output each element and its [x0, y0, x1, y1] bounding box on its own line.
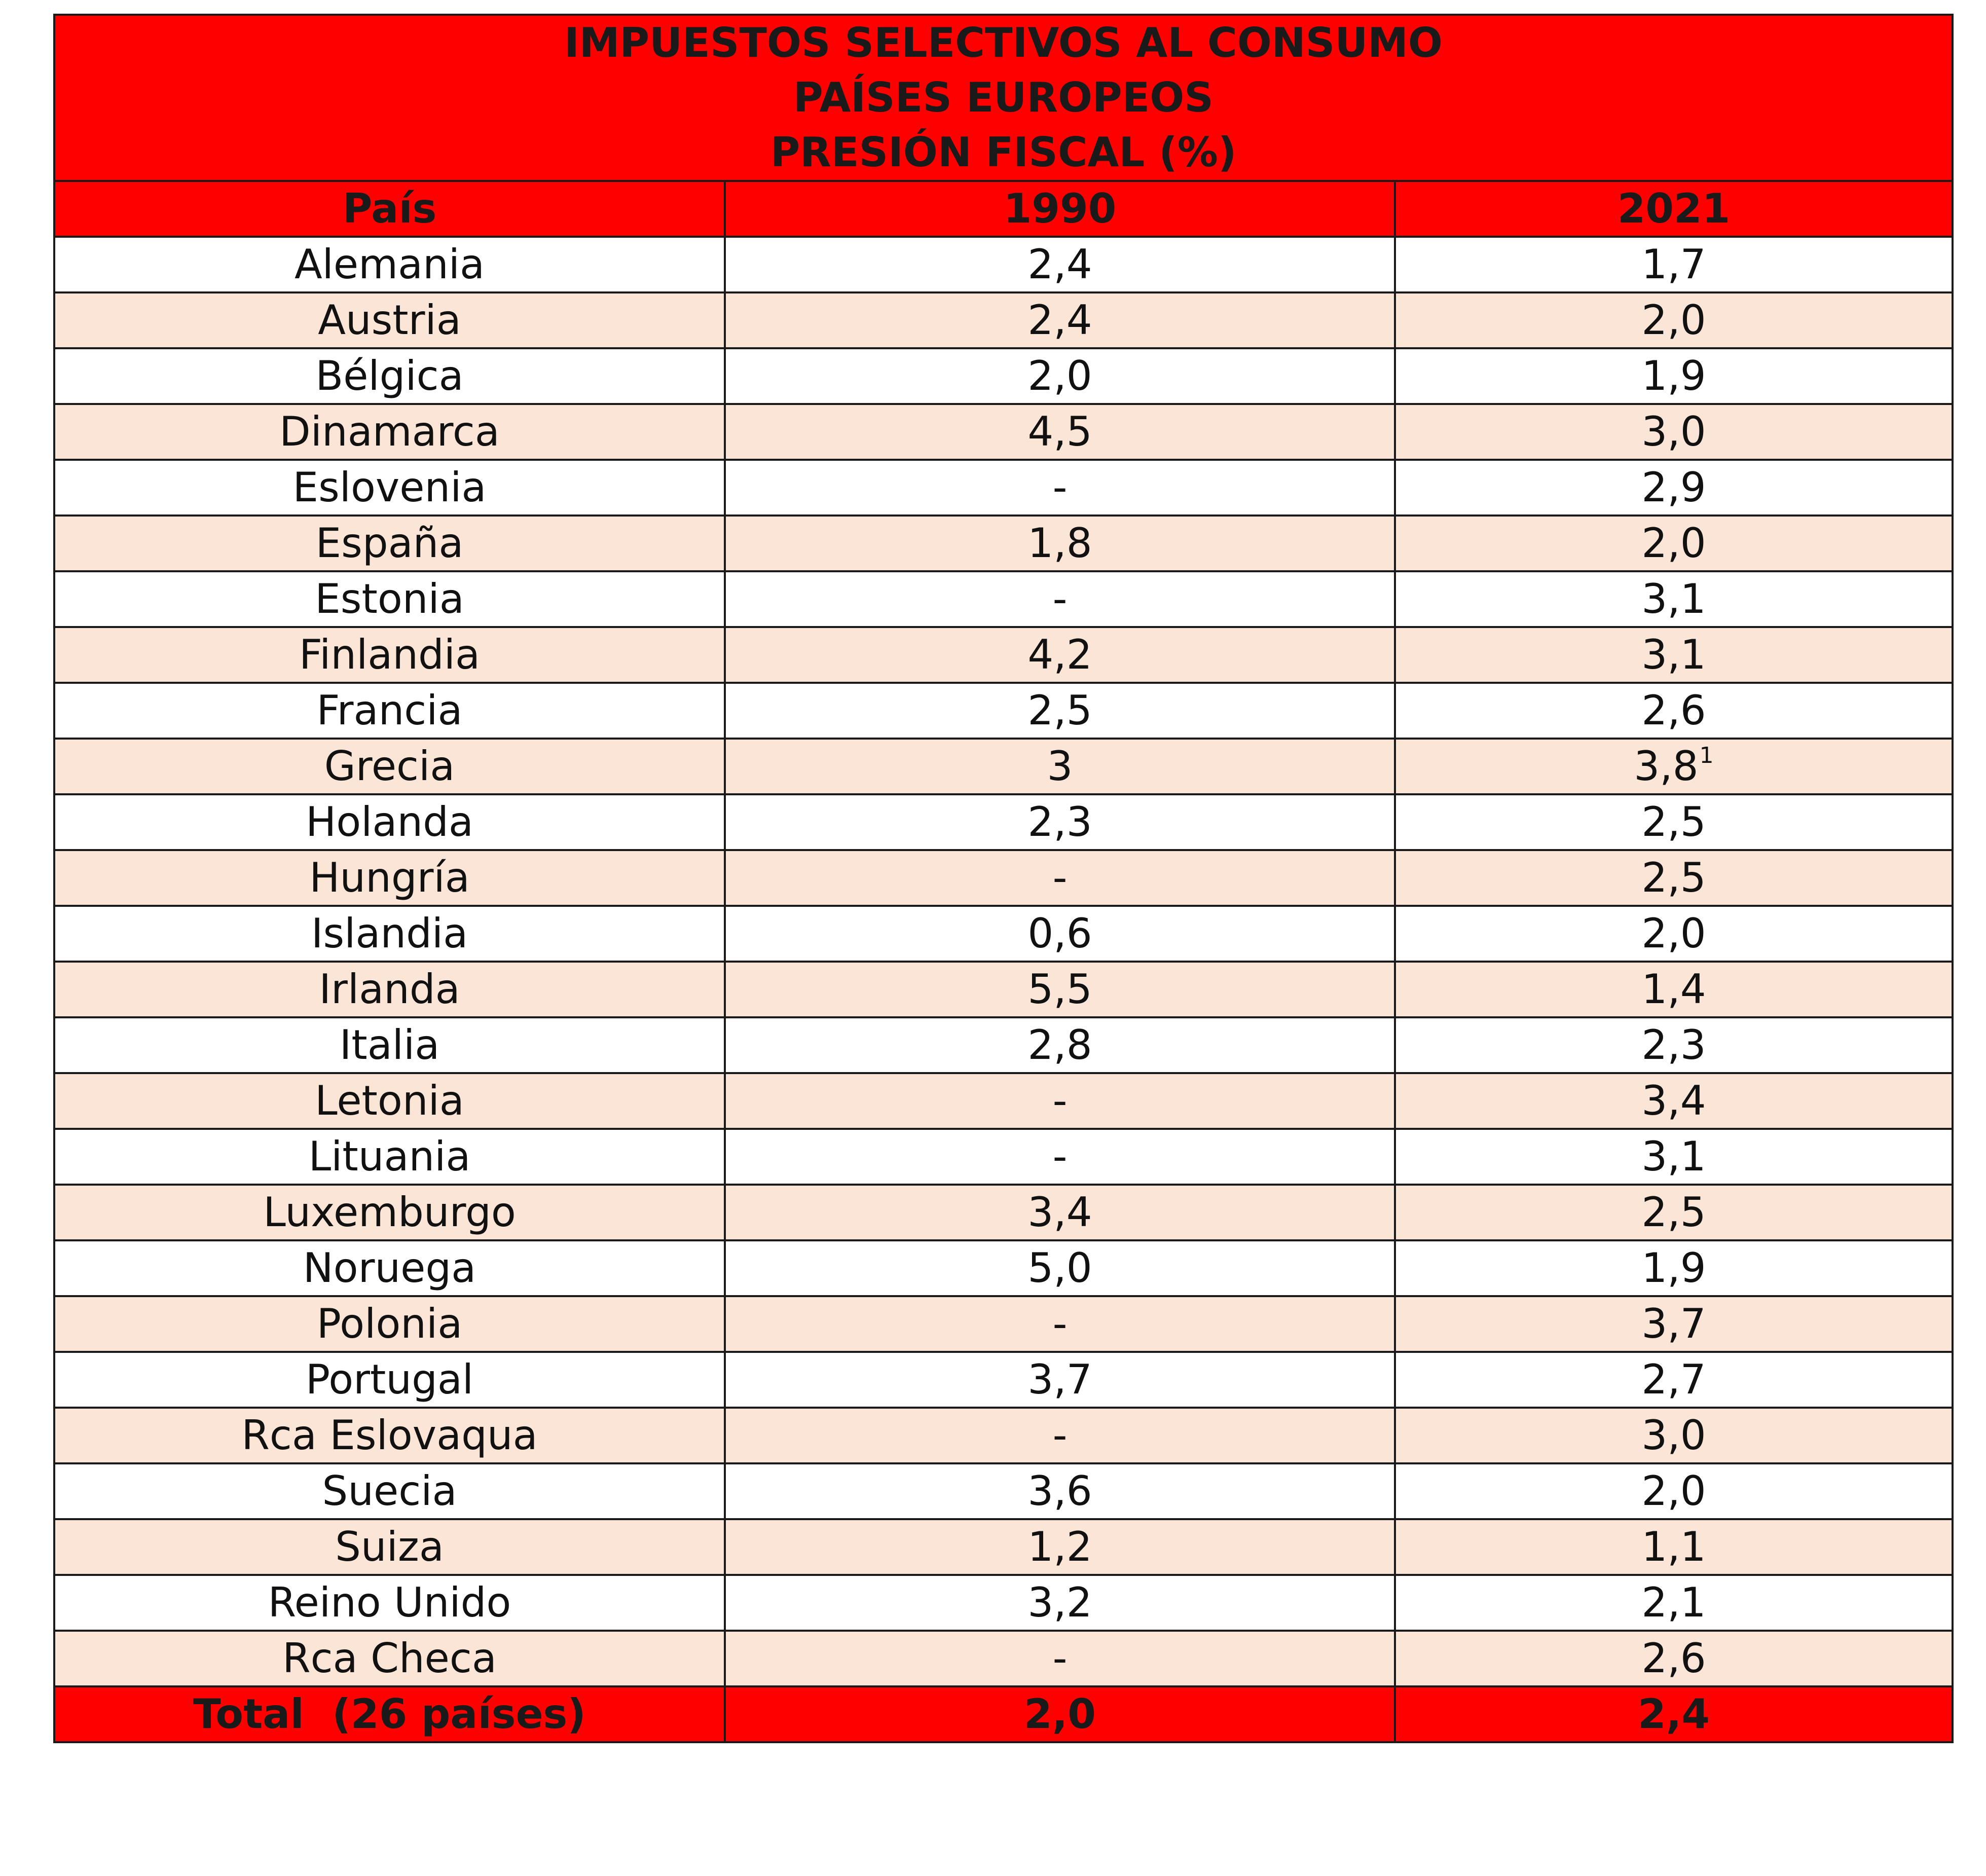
- cell-country: Estonia: [54, 571, 725, 627]
- cell-country: Alemania: [54, 237, 725, 292]
- total-label: Total (26 países): [54, 1686, 725, 1742]
- cell-2021: [1395, 1296, 1953, 1352]
- cell-2021: [1395, 460, 1953, 516]
- cell-2021: [1395, 906, 1953, 962]
- cell-2021-value: 1,9: [1641, 352, 1706, 399]
- table-row: [54, 1352, 1953, 1408]
- cell-2021-value: 1,9: [1641, 1244, 1706, 1292]
- table-row: [54, 292, 1953, 348]
- cell-2021: [1395, 1463, 1953, 1519]
- cell-2021-value: 2,5: [1641, 798, 1706, 845]
- cell-2021-value: 3,8: [1634, 743, 1699, 790]
- cell-2021-value: 2,0: [1641, 910, 1706, 957]
- table-row: [54, 571, 1953, 627]
- cell-1990: 2,4: [725, 237, 1395, 292]
- table-row: [54, 404, 1953, 460]
- cell-2021: [1395, 1519, 1953, 1575]
- cell-country: Rca Eslovaqua: [54, 1408, 725, 1463]
- cell-country: España: [54, 516, 725, 571]
- cell-2021: [1395, 1185, 1953, 1240]
- cell-2021-value: 2,6: [1641, 687, 1706, 734]
- total-1990: 2,0: [725, 1686, 1395, 1742]
- cell-2021-value: 2,0: [1641, 520, 1706, 567]
- cell-2021: [1395, 1073, 1953, 1129]
- cell-1990: 1,8: [725, 516, 1395, 571]
- cell-2021: [1395, 739, 1953, 794]
- cell-1990: 4,5: [725, 404, 1395, 460]
- table-row: [54, 627, 1953, 683]
- cell-2021-value: 3,0: [1641, 408, 1706, 455]
- cell-1990: -: [725, 850, 1395, 906]
- cell-1990: -: [725, 460, 1395, 516]
- cell-country: Islandia: [54, 906, 725, 962]
- footnote-marker: 1: [1699, 743, 1714, 768]
- cell-country: Polonia: [54, 1296, 725, 1352]
- title-line-2: PAÍSES EUROPEOS: [793, 74, 1213, 121]
- table-body: [54, 15, 1953, 1742]
- table-row: [54, 1017, 1953, 1073]
- table-row: [54, 1631, 1953, 1686]
- cell-1990: -: [725, 1408, 1395, 1463]
- cell-country: Dinamarca: [54, 404, 725, 460]
- cell-2021-value: 2,7: [1641, 1356, 1706, 1403]
- cell-2021-value: 1,1: [1641, 1523, 1706, 1570]
- cell-country: Finlandia: [54, 627, 725, 683]
- cell-2021: [1395, 237, 1953, 292]
- cell-country: Luxemburgo: [54, 1185, 725, 1240]
- cell-country: Grecia: [54, 739, 725, 794]
- cell-country: Suecia: [54, 1463, 725, 1519]
- cell-2021-value: 1,7: [1641, 241, 1706, 288]
- cell-2021: [1395, 1352, 1953, 1408]
- cell-2021-value: 3,1: [1641, 1133, 1706, 1180]
- table-row: [54, 683, 1953, 739]
- cell-1990: 1,2: [725, 1519, 1395, 1575]
- cell-country: Letonia: [54, 1073, 725, 1129]
- table-row: [54, 794, 1953, 850]
- cell-2021-value: 3,1: [1641, 631, 1706, 678]
- cell-1990: 2,3: [725, 794, 1395, 850]
- cell-country: Suiza: [54, 1519, 725, 1575]
- cell-2021-value: 1,4: [1641, 966, 1706, 1013]
- cell-2021: [1395, 571, 1953, 627]
- cell-2021-value: 3,4: [1641, 1077, 1706, 1124]
- cell-2021: [1395, 850, 1953, 906]
- table-row: [54, 962, 1953, 1017]
- cell-country: Italia: [54, 1017, 725, 1073]
- table-row: [54, 460, 1953, 516]
- cell-1990: 4,2: [725, 627, 1395, 683]
- table-row: [54, 1519, 1953, 1575]
- fiscal-pressure-table: [53, 14, 1954, 1743]
- table-row: [54, 739, 1953, 794]
- cell-2021-value: 2,0: [1641, 297, 1706, 344]
- cell-2021: [1395, 516, 1953, 571]
- table-row: [54, 906, 1953, 962]
- total-row: [54, 1686, 1953, 1742]
- cell-country: Holanda: [54, 794, 725, 850]
- cell-2021: [1395, 627, 1953, 683]
- cell-2021-value: 3,7: [1641, 1300, 1706, 1347]
- cell-1990: 3,2: [725, 1575, 1395, 1631]
- cell-2021-value: 2,3: [1641, 1021, 1706, 1069]
- table-row: [54, 1463, 1953, 1519]
- total-2021: 2,4: [1395, 1686, 1953, 1742]
- cell-2021: [1395, 1631, 1953, 1686]
- cell-1990: 3,7: [725, 1352, 1395, 1408]
- cell-1990: 2,8: [725, 1017, 1395, 1073]
- cell-1990: -: [725, 571, 1395, 627]
- cell-country: Lituania: [54, 1129, 725, 1185]
- cell-2021: [1395, 348, 1953, 404]
- cell-2021-value: 2,6: [1641, 1635, 1706, 1682]
- cell-1990: 2,0: [725, 348, 1395, 404]
- cell-2021-value: 2,9: [1641, 464, 1706, 511]
- cell-country: Portugal: [54, 1352, 725, 1408]
- cell-2021: [1395, 404, 1953, 460]
- table-row: [54, 850, 1953, 906]
- cell-2021: [1395, 292, 1953, 348]
- title-line-1: IMPUESTOS SELECTIVOS AL CONSUMO: [564, 19, 1443, 66]
- cell-1990: 5,5: [725, 962, 1395, 1017]
- cell-1990: 2,5: [725, 683, 1395, 739]
- table-row: [54, 516, 1953, 571]
- table-row: [54, 1575, 1953, 1631]
- table-row: [54, 1296, 1953, 1352]
- cell-2021: [1395, 1017, 1953, 1073]
- cell-1990: 0,6: [725, 906, 1395, 962]
- cell-country: Francia: [54, 683, 725, 739]
- cell-1990: -: [725, 1296, 1395, 1352]
- cell-1990: 2,4: [725, 292, 1395, 348]
- cell-country: Rca Checa: [54, 1631, 725, 1686]
- cell-country: Reino Unido: [54, 1575, 725, 1631]
- cell-2021-value: 2,1: [1641, 1579, 1706, 1626]
- cell-2021-value: 2,0: [1641, 1467, 1706, 1515]
- cell-2021: [1395, 1575, 1953, 1631]
- cell-1990: -: [725, 1631, 1395, 1686]
- cell-2021: [1395, 962, 1953, 1017]
- table-row: [54, 1129, 1953, 1185]
- cell-1990: -: [725, 1129, 1395, 1185]
- cell-2021: [1395, 1240, 1953, 1296]
- cell-1990: 3: [725, 739, 1395, 794]
- title-line-3: PRESIÓN FISCAL (%): [770, 129, 1237, 176]
- table-row: [54, 348, 1953, 404]
- cell-1990: 3,6: [725, 1463, 1395, 1519]
- cell-country: Irlanda: [54, 962, 725, 1017]
- cell-country: Bélgica: [54, 348, 725, 404]
- cell-1990: 5,0: [725, 1240, 1395, 1296]
- cell-country: Eslovenia: [54, 460, 725, 516]
- cell-country: Hungría: [54, 850, 725, 906]
- table-row: [54, 1073, 1953, 1129]
- title-row: [54, 15, 1953, 181]
- table-row: [54, 1240, 1953, 1296]
- header-2021: 2021: [1395, 181, 1953, 237]
- header-row: [54, 181, 1953, 237]
- cell-country: Austria: [54, 292, 725, 348]
- cell-2021-value: 2,5: [1641, 854, 1706, 901]
- cell-2021-value: 3,1: [1641, 575, 1706, 622]
- cell-2021-value: 2,5: [1641, 1189, 1706, 1236]
- cell-2021: [1395, 1408, 1953, 1463]
- cell-1990: 3,4: [725, 1185, 1395, 1240]
- table-title: [54, 15, 1953, 181]
- header-1990: 1990: [725, 181, 1395, 237]
- cell-2021: [1395, 683, 1953, 739]
- table-row: [54, 237, 1953, 292]
- table-row: [54, 1185, 1953, 1240]
- cell-2021-value: 3,0: [1641, 1412, 1706, 1459]
- cell-1990: -: [725, 1073, 1395, 1129]
- header-country: País: [54, 181, 725, 237]
- table-row: [54, 1408, 1953, 1463]
- cell-2021: [1395, 794, 1953, 850]
- cell-country: Noruega: [54, 1240, 725, 1296]
- cell-2021: [1395, 1129, 1953, 1185]
